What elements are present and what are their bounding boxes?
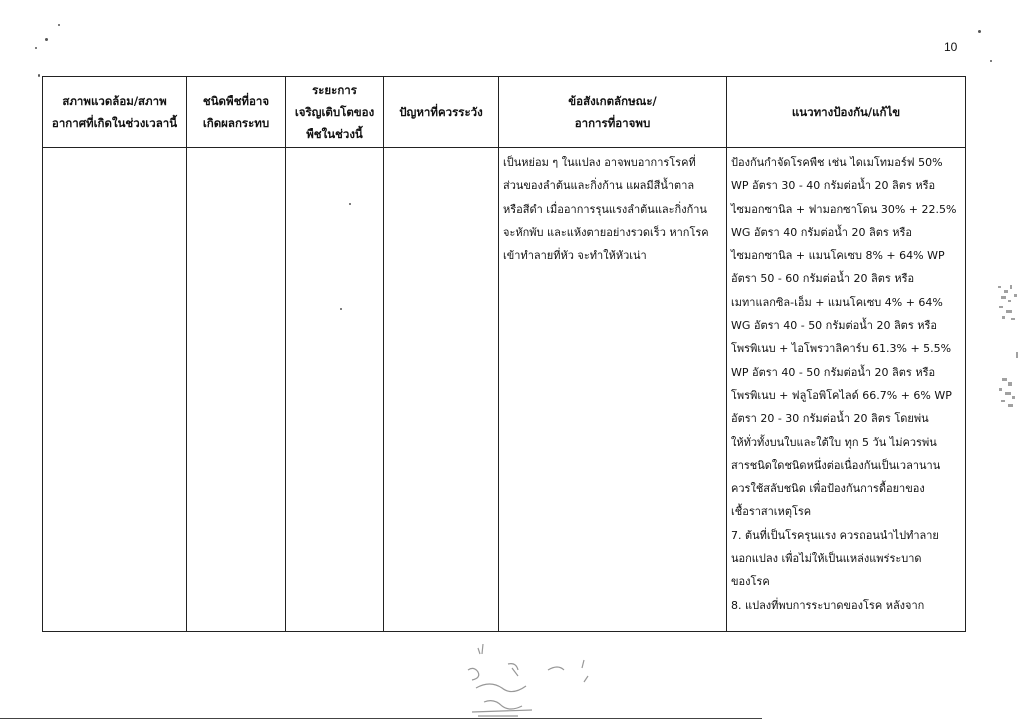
- cell-affected-crops: [187, 148, 286, 632]
- observation-line: เข้าทำลายที่หัว จะทำให้หัวเน่า: [503, 249, 647, 263]
- solution-line: ไซมอกซานิล + แมนโคเซบ 8% + 64% WP: [731, 249, 945, 263]
- cell-growth-stage: [286, 148, 384, 632]
- solution-line: เชื้อราสาเหตุโรค: [731, 505, 812, 519]
- header-line: ปัญหาที่ควรระวัง: [399, 105, 483, 119]
- solution-line: ให้ทั่วทั้งบนใบและใต้ใบ ทุก 5 วัน ไม่ควรพ่น: [731, 435, 937, 449]
- solution-line: WG อัตรา 40 - 50 กรัมต่อน้ำ 20 ลิตร หรือ: [731, 319, 937, 333]
- header-line: สภาพแวดล้อม/สภาพ: [62, 94, 167, 108]
- scan-speck: [340, 308, 342, 310]
- scan-speck: [45, 38, 48, 41]
- header-growth-stage: [286, 77, 384, 148]
- table-row: [43, 148, 966, 632]
- header-prevention-solution: [727, 77, 966, 148]
- cell-problems-to-watch: [384, 148, 499, 632]
- solution-line: เมทาแลกซิล-เอ็ม + แมนโคเซบ 4% + 64%: [731, 295, 943, 309]
- header-line: แนวทางป้องกัน/แก้ไข: [791, 105, 901, 119]
- scan-speck: [58, 24, 60, 26]
- solution-line: นอกแปลง เพื่อไม่ให้เป็นแหล่งแพร่ระบาด: [731, 552, 922, 566]
- page-number: 10: [944, 40, 958, 54]
- crop-advisory-table: [42, 76, 966, 632]
- header-line: ข้อสังเกตลักษณะ/: [568, 94, 657, 108]
- cell-environment-conditions: [43, 148, 187, 632]
- solution-line: โพรพิเนบ + ฟลูโอพิโคไลด์ 66.7% + 6% WP: [731, 388, 952, 402]
- solution-line: ไซมอกซานิล + ฟามอกซาโดน 30% + 22.5%: [731, 202, 957, 216]
- solution-line: อัตรา 50 - 60 กรัมต่อน้ำ 20 ลิตร หรือ: [731, 272, 915, 286]
- solution-line: โพรพิเนบ + ไอโพรวาลิคาร์บ 61.3% + 5.5%: [731, 342, 952, 356]
- signature-scribble: [448, 640, 598, 720]
- header-line: ชนิดพืชที่อาจ: [202, 94, 270, 108]
- observation-line: ส่วนของลำต้นและกิ่งก้าน แผลมีสีน้ำตาล: [503, 179, 695, 193]
- cell-prevention-solution: [727, 148, 966, 632]
- cell-observations-symptoms: [499, 148, 727, 632]
- header-line: อากาศที่เกิดในช่วงเวลานี้: [51, 116, 178, 130]
- scan-speck: [349, 203, 351, 205]
- solution-text: [727, 148, 965, 617]
- solution-line: อัตรา 20 - 30 กรัมต่อน้ำ 20 ลิตร โดยพ่น: [731, 412, 929, 426]
- header-line: พืชในช่วงนี้: [306, 127, 363, 141]
- bottom-rule: [0, 718, 762, 719]
- observation-line: เป็นหย่อม ๆ ในแปลง อาจพบอาการโรคที่: [503, 156, 696, 169]
- scan-speck: [38, 74, 40, 77]
- solution-line: 8. แปลงที่พบการระบาดของโรค หลังจาก: [731, 598, 925, 612]
- solution-line: WG อัตรา 40 กรัมต่อน้ำ 20 ลิตร หรือ: [731, 225, 913, 239]
- header-line: เกิดผลกระทบ: [202, 116, 270, 130]
- scan-noise-right: [996, 282, 1022, 412]
- table-header-row: [43, 77, 966, 148]
- header-line: อาการที่อาจพบ: [574, 116, 651, 130]
- solution-line: WP อัตรา 40 - 50 กรัมต่อน้ำ 20 ลิตร หรือ: [731, 365, 936, 379]
- header-observations-symptoms: [499, 77, 727, 148]
- observation-line: หรือสีดำ เมื่ออาการรุนแรงลำต้นและกิ่งก้าน: [503, 202, 707, 216]
- scan-speck: [978, 30, 981, 33]
- observation-line: จะหักพับ และแห้งตายอย่างรวดเร็ว หากโรค: [503, 225, 709, 239]
- solution-line: 7. ต้นที่เป็นโรครุนแรง ควรถอนนำไปทำลาย: [731, 528, 939, 542]
- observation-text: [499, 148, 726, 267]
- header-line: เจริญเติบโตของ: [294, 105, 375, 119]
- header-line: ระยะการ: [312, 83, 357, 97]
- solution-line: ควรใช้สลับชนิด เพื่อป้องกันการดื้อยาของ: [731, 482, 925, 496]
- scan-speck: [35, 47, 37, 49]
- solution-line: ของโรค: [731, 575, 770, 589]
- scan-speck: [990, 60, 992, 62]
- solution-line: สารชนิดใดชนิดหนึ่งต่อเนื่องกันเป็นเวลานาน: [731, 458, 941, 472]
- header-affected-crops: [187, 77, 286, 148]
- header-environment-conditions: [43, 77, 187, 148]
- header-problems-to-watch: [384, 77, 499, 148]
- solution-line: WP อัตรา 30 - 40 กรัมต่อน้ำ 20 ลิตร หรือ: [731, 179, 936, 193]
- solution-line: ป้องกันกำจัดโรคพืช เช่น ไดเมโทมอร์ฟ 50%: [731, 156, 943, 169]
